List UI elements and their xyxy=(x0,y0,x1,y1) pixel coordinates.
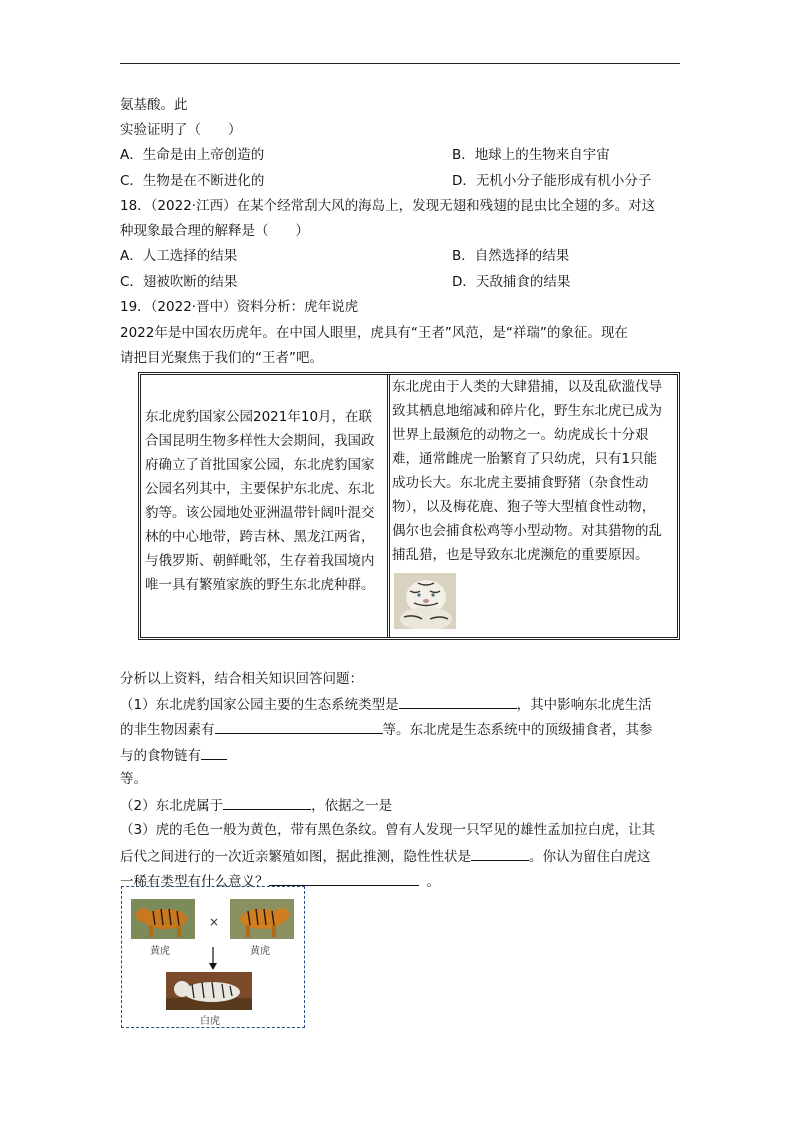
cell-line: 捕乱猎，也是导致东北虎濒危的重要原因。 xyxy=(392,547,649,563)
white-tiger-photo xyxy=(394,573,456,629)
cell-line: 府确立了首批国家公园，东北虎豹国家 xyxy=(145,457,375,473)
left-tiger-caption: 黄虎 xyxy=(150,946,170,957)
right-tiger-caption: 黄虎 xyxy=(250,946,270,957)
part3-text: 一稀有类型有什么意义？ xyxy=(120,874,269,890)
cell-line: 合国昆明生物多样性大会期间，我国政 xyxy=(145,433,375,449)
q19-part3 xyxy=(120,846,651,866)
part1-text: 与的食物链有 xyxy=(120,748,201,764)
part1-text: ，其中影响东北虎生活 xyxy=(516,697,652,713)
q19-part1 xyxy=(120,719,653,739)
q19-part2 xyxy=(120,795,392,815)
answer-blank-food-chain[interactable] xyxy=(201,745,227,760)
part3-text: 。 xyxy=(426,874,440,890)
q18-stem: 种现象最合理的解释是（ ） xyxy=(120,223,309,239)
cell-line: 世界上最濒危的动物之一。幼虎成长十分艰 xyxy=(392,427,649,443)
part2-text: ，依据之一是 xyxy=(311,798,393,814)
answer-blank-abiotic[interactable] xyxy=(215,719,383,734)
answer-blank-significance[interactable] xyxy=(269,871,419,886)
white-tiger-photo xyxy=(166,972,252,1010)
q18-option-c: C．翅被吹断的结果 xyxy=(120,274,238,290)
part1-text: 的非生物因素有 xyxy=(120,722,215,738)
text-line: 实验证明了（ ） xyxy=(120,122,242,138)
material-left-text xyxy=(145,405,375,597)
cross-symbol: × xyxy=(209,915,220,929)
cell-line: 难，通常雌虎一胎繁育了只幼虎，只有1只能 xyxy=(392,451,658,467)
material-table xyxy=(138,372,680,640)
q17-option-a: A．生命是由上帝创造的 xyxy=(120,147,265,163)
text-line: 氨基酸。此 xyxy=(120,97,188,113)
material-right-text xyxy=(392,375,662,567)
q19-stem: 19．（2022·晋中）资料分析：虎年说虎 xyxy=(120,299,359,315)
cell-line: 唯一具有繁殖家族的野生东北虎种群。 xyxy=(145,577,375,593)
part2-text: （2）东北虎属于 xyxy=(120,798,224,814)
header-rule xyxy=(120,63,680,64)
white-tiger-caption: 白虎 xyxy=(200,1016,220,1027)
part1-text: （1）东北虎豹国家公园主要的生态系统类型是 xyxy=(120,697,399,713)
cell-line: 东北虎由于人类的大肆猎捕，以及乱砍滥伐导 xyxy=(392,379,662,395)
analysis-prompt: 分析以上资料，结合相关知识回答问题： xyxy=(120,671,363,687)
q18-option-a: A．人工选择的结果 xyxy=(120,248,238,264)
q17-option-b: B．地球上的生物来自宇宙 xyxy=(452,147,610,163)
part1-text: 等。东北虎是生态系统中的顶级捕食者，其参 xyxy=(382,722,653,738)
q19-part1 xyxy=(120,745,227,765)
cell-line: 公园名列其中，主要保护东北虎、东北 xyxy=(145,481,375,497)
material-left-cell xyxy=(141,375,387,637)
cell-line: 成功长大。东北虎主要捕食野猪（杂食性动 xyxy=(392,475,649,491)
cell-line: 偶尔也会捕食松鸡等小型动物。对其猎物的乱 xyxy=(392,523,662,539)
answer-blank-recessive[interactable] xyxy=(471,846,529,861)
yellow-tiger-photo xyxy=(230,899,294,939)
part3-text: 。你认为留住白虎这 xyxy=(529,849,651,865)
q19-part3: （3）虎的毛色一般为黄色，带有黑色条纹。曾有人发现一只罕见的雄性孟加拉白虎，让其 xyxy=(120,822,656,838)
q18-option-d: D．天敌捕食的结果 xyxy=(452,274,571,290)
q19-intro: 请把目光聚焦于我们的“王者”吧。 xyxy=(120,350,323,366)
part3-text: 后代之间进行的一次近亲繁殖如图，据此推测，隐性性状是 xyxy=(120,849,471,865)
cell-line: 东北虎豹国家公园2021年10月，在联 xyxy=(145,409,373,425)
cell-line: 豹等。该公园地处亚洲温带针阔叶混交 xyxy=(145,505,375,521)
q18-option-b: B．自然选择的结果 xyxy=(452,248,570,264)
answer-blank-ecosystem[interactable] xyxy=(399,694,517,709)
cell-line: 致其栖息地缩减和碎片化，野生东北虎已成为 xyxy=(392,403,662,419)
arrow-down-icon xyxy=(206,947,220,971)
answer-blank-classification[interactable] xyxy=(223,795,311,810)
yellow-tiger-photo xyxy=(131,899,195,939)
q18-stem: 18．（2022·江西）在某个经常刮大风的海岛上，发现无翅和残翅的昆虫比全翅的多。对这 xyxy=(120,198,656,214)
cell-line: 林的中心地带，跨吉林、黑龙江两省， xyxy=(145,529,375,545)
inbreeding-diagram xyxy=(121,886,305,1028)
q19-part1 xyxy=(120,694,652,714)
q19-part1: 等。 xyxy=(120,771,147,787)
q17-option-c: C．生物是在不断进化的 xyxy=(120,173,265,189)
material-right-cell xyxy=(390,375,677,637)
q19-intro: 2022年是中国农历虎年。在中国人眼里，虎具有“王者”风范，是“祥瑞”的象征。现在 xyxy=(120,325,628,341)
cell-line: 物），以及梅花鹿、狍子等大型植食性动物， xyxy=(392,499,656,515)
cell-line: 与俄罗斯、朝鲜毗邻，生存着我国境内 xyxy=(145,553,375,569)
q17-option-d: D．无机小分子能形成有机小分子 xyxy=(452,173,652,189)
